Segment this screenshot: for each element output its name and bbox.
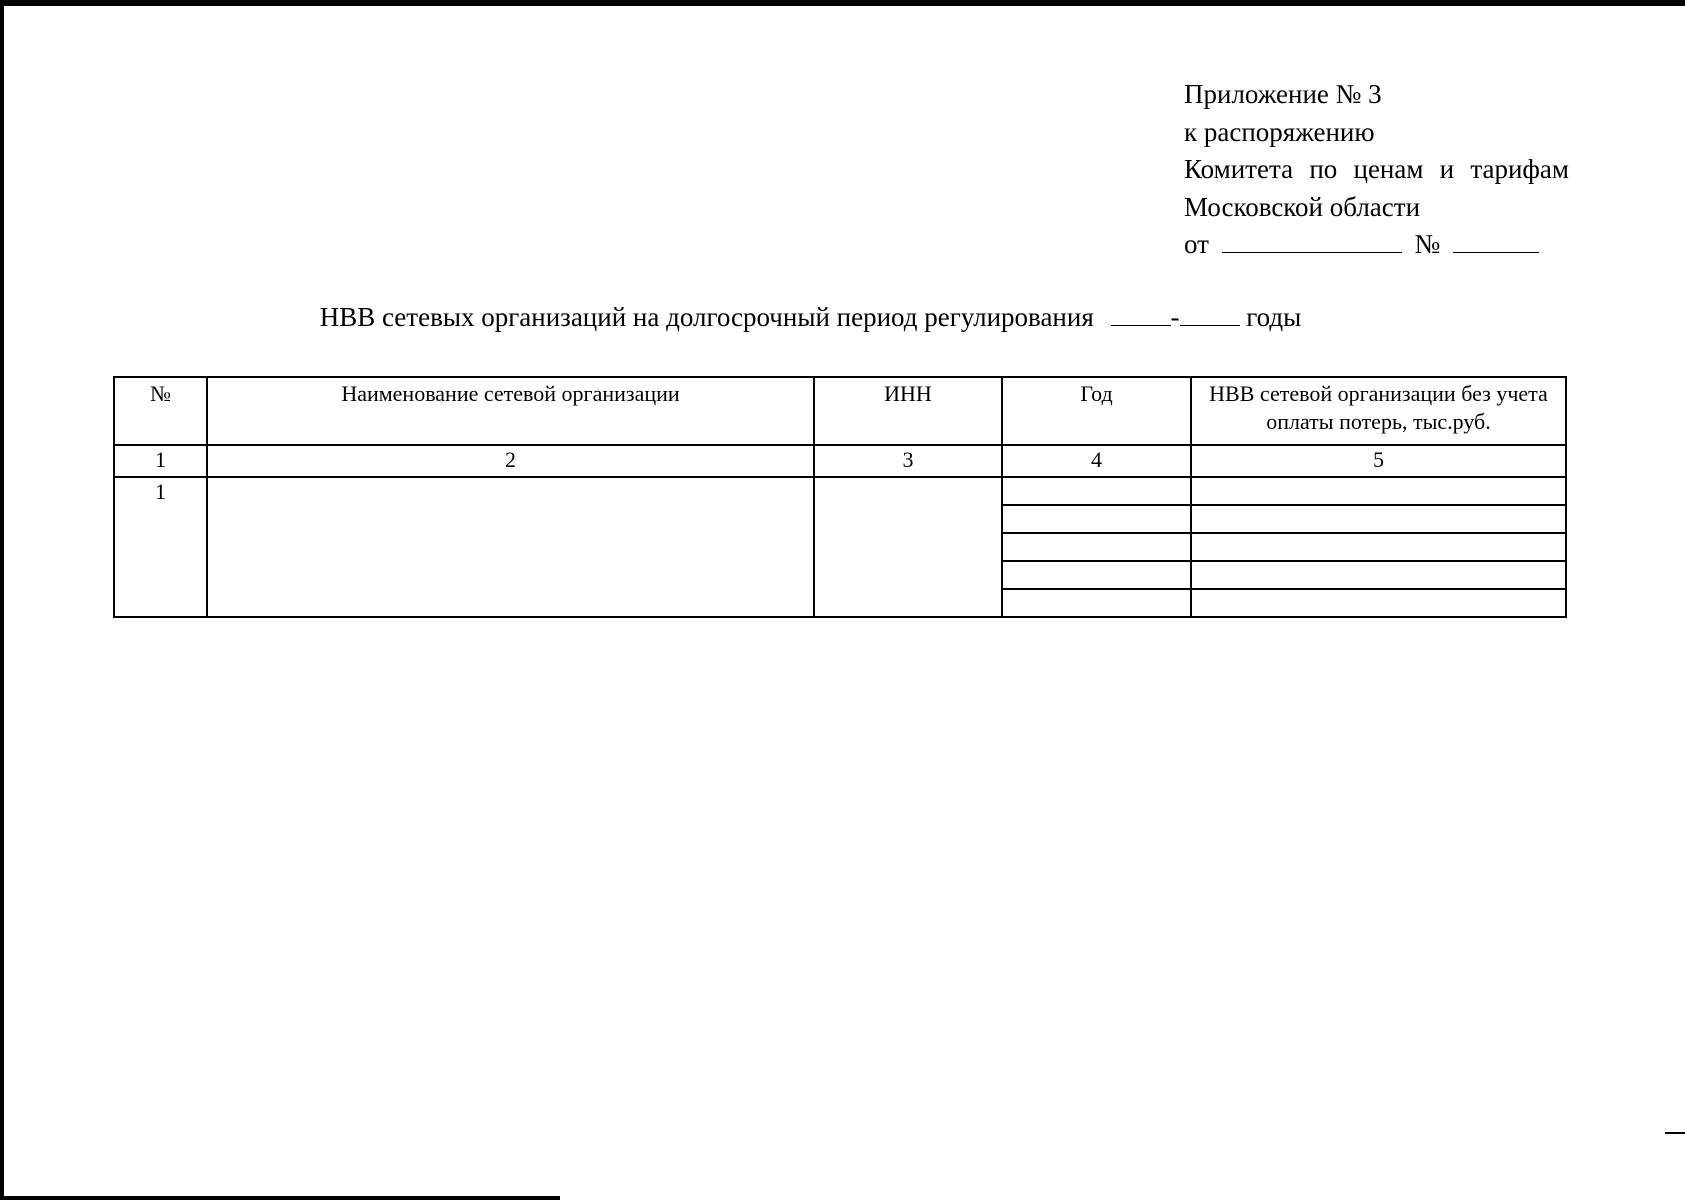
nvv-cell: [1191, 477, 1566, 505]
header-org-name: Наименование сетевой организации: [207, 377, 814, 445]
nvv-cell: [1191, 589, 1566, 617]
attachment-order-ref: к распоряжению: [1184, 116, 1375, 147]
year-cell: [1002, 533, 1191, 561]
column-number: 1: [114, 445, 207, 477]
scan-border-top: [0, 0, 1685, 6]
scan-mark: [1665, 1132, 1685, 1134]
column-number: 3: [814, 445, 1002, 477]
header-year: Год: [1002, 377, 1191, 445]
column-number: 2: [207, 445, 814, 477]
nvv-cell: [1191, 533, 1566, 561]
scan-border-left: [0, 0, 4, 1200]
header-inn: ИНН: [814, 377, 1002, 445]
year-cell: [1002, 505, 1191, 533]
attachment-block: [1184, 76, 1569, 264]
scan-border-bottom: [0, 1196, 560, 1200]
header-nvv: НВВ сетевой организации без учета оплаты потерь, тыс.руб.: [1191, 377, 1566, 445]
title-text: НВВ сетевых организаций на долгосрочный период регулирования: [319, 302, 1094, 332]
attachment-number: Приложение № 3: [1184, 79, 1382, 109]
document-title: [0, 302, 1685, 333]
inn-cell: [814, 477, 1002, 617]
year-cell: [1002, 477, 1191, 505]
date-prefix: от: [1184, 229, 1209, 259]
date-blank: [1222, 228, 1402, 253]
table-header-row: [114, 377, 1566, 445]
title-dash: -: [1170, 302, 1180, 332]
year-start-blank: [1111, 303, 1171, 326]
column-number: 5: [1191, 445, 1566, 477]
attachment-committee: Комитета по ценам и тарифам: [1184, 154, 1569, 184]
year-cell: [1002, 589, 1191, 617]
org-name-cell: [207, 477, 814, 617]
column-number-row: [114, 445, 1566, 477]
year-cell: [1002, 561, 1191, 589]
year-end-blank: [1180, 303, 1240, 326]
nvv-cell: [1191, 505, 1566, 533]
column-number: 4: [1002, 445, 1191, 477]
nvv-cell: [1191, 561, 1566, 589]
title-suffix: годы: [1246, 302, 1302, 332]
nvv-table: [113, 376, 1567, 618]
attachment-date-line: [1184, 226, 1569, 264]
header-number: №: [114, 377, 207, 445]
row-number: 1: [114, 477, 207, 617]
table-row: [114, 477, 1566, 505]
attachment-region: Московской области: [1184, 191, 1421, 222]
number-label: №: [1414, 229, 1441, 259]
number-blank: [1453, 228, 1539, 253]
